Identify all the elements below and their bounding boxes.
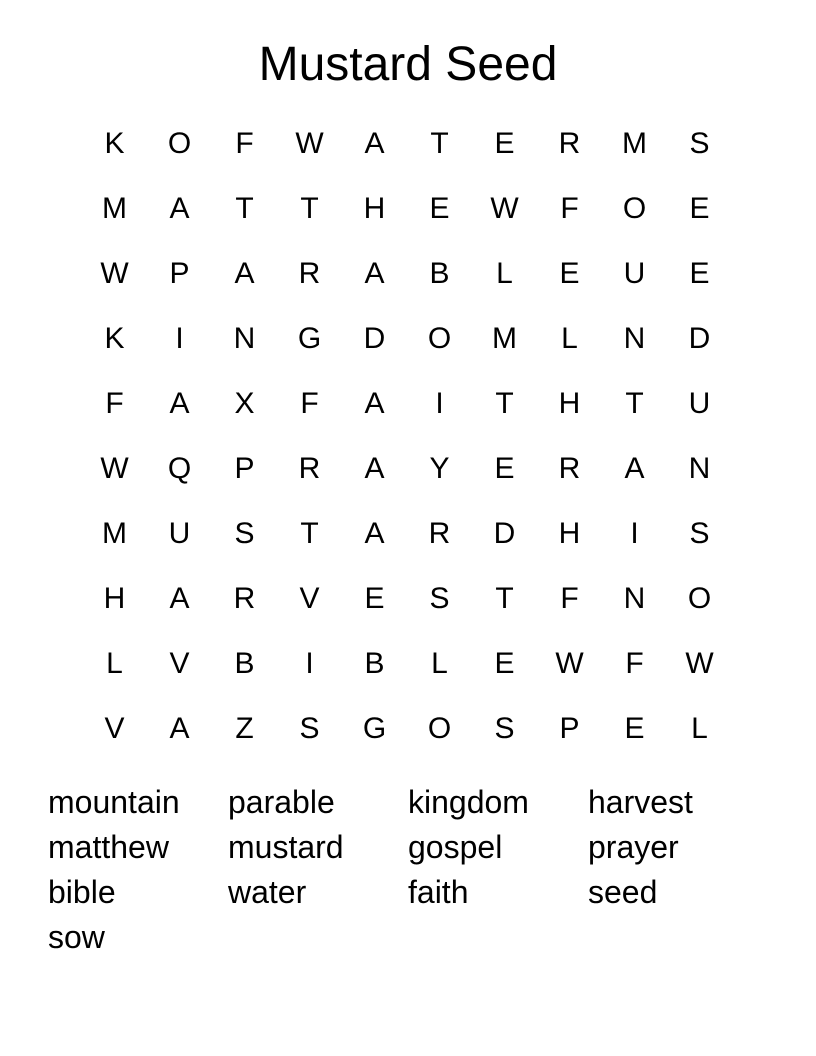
grid-cell[interactable]: O (427, 321, 452, 355)
grid-cell[interactable]: P (234, 451, 255, 485)
grid-cell[interactable]: H (558, 516, 581, 550)
grid-cell[interactable]: I (630, 516, 639, 550)
grid-cell[interactable]: L (691, 711, 708, 745)
grid-cell[interactable]: N (688, 451, 711, 485)
grid-cell[interactable]: A (364, 451, 385, 485)
grid-cell[interactable]: M (622, 126, 647, 160)
grid-cell[interactable]: U (688, 386, 711, 420)
word-list-item: kingdom (408, 784, 529, 820)
grid-cell[interactable]: R (298, 451, 321, 485)
grid-cell[interactable]: S (689, 516, 710, 550)
grid-cell[interactable]: A (364, 386, 385, 420)
grid-cell[interactable]: Q (167, 451, 192, 485)
grid-cell[interactable]: D (363, 321, 386, 355)
grid-cell[interactable]: W (555, 646, 584, 680)
grid-cell[interactable]: W (685, 646, 714, 680)
grid-cell[interactable]: W (295, 126, 324, 160)
grid-cell[interactable]: Z (235, 711, 254, 745)
grid-cell[interactable]: E (559, 256, 580, 290)
grid-cell[interactable]: M (102, 516, 127, 550)
grid-cell[interactable]: B (364, 646, 385, 680)
grid-cell[interactable]: O (687, 581, 712, 615)
grid-cell[interactable]: S (429, 581, 450, 615)
word-list-item: water (228, 874, 307, 910)
grid-cell[interactable]: T (430, 126, 449, 160)
grid-cell[interactable]: D (493, 516, 516, 550)
grid-cell[interactable]: S (494, 711, 515, 745)
grid-cell[interactable]: B (234, 646, 255, 680)
letter-grid (82, 111, 732, 761)
grid-cell[interactable]: U (623, 256, 646, 290)
grid-cell[interactable]: E (494, 451, 515, 485)
grid-cell[interactable]: A (364, 256, 385, 290)
grid-cell[interactable]: L (431, 646, 448, 680)
grid-cell[interactable]: R (298, 256, 321, 290)
grid-cell[interactable]: E (494, 646, 515, 680)
grid-cell[interactable]: X (234, 386, 255, 420)
grid-cell[interactable]: P (169, 256, 190, 290)
grid-cell[interactable]: L (106, 646, 123, 680)
grid-cell[interactable]: V (104, 711, 125, 745)
word-list-item: matthew (48, 829, 169, 865)
grid-cell[interactable]: A (169, 386, 190, 420)
grid-cell[interactable]: U (168, 516, 191, 550)
grid-cell[interactable]: H (558, 386, 581, 420)
puzzle-title: Mustard Seed (258, 38, 558, 91)
word-list-item: bible (48, 874, 116, 910)
grid-cell[interactable]: H (363, 191, 386, 225)
grid-cell[interactable]: Y (429, 451, 450, 485)
word-list-item: seed (588, 874, 658, 910)
word-list-item: harvest (588, 784, 693, 820)
grid-cell[interactable]: M (492, 321, 517, 355)
grid-cell[interactable]: E (689, 191, 710, 225)
grid-cell[interactable]: N (623, 321, 646, 355)
grid-cell[interactable]: F (300, 386, 319, 420)
grid-cell[interactable]: D (688, 321, 711, 355)
grid-cell[interactable]: K (104, 321, 125, 355)
grid-cell[interactable]: S (299, 711, 320, 745)
word-list (48, 780, 768, 960)
grid-cell[interactable]: E (494, 126, 515, 160)
grid-cell[interactable]: R (233, 581, 256, 615)
grid-cell[interactable]: I (175, 321, 184, 355)
grid-cell[interactable]: R (428, 516, 451, 550)
grid-cell[interactable]: A (169, 191, 190, 225)
word-list-item: mountain (48, 784, 180, 820)
grid-cell[interactable]: F (235, 126, 254, 160)
grid-cell[interactable]: F (560, 191, 579, 225)
grid-cell[interactable]: E (689, 256, 710, 290)
word-list-item: gospel (408, 829, 503, 865)
grid-cell[interactable]: M (102, 191, 127, 225)
word-list-item: sow (48, 919, 105, 955)
grid-cell[interactable]: G (297, 321, 322, 355)
grid-cell[interactable]: T (300, 191, 319, 225)
grid-cell[interactable]: T (625, 386, 644, 420)
grid-cell[interactable]: R (558, 451, 581, 485)
grid-cell[interactable]: V (299, 581, 320, 615)
grid-cell[interactable]: O (622, 191, 647, 225)
grid-cell[interactable]: S (234, 516, 255, 550)
grid-cell[interactable]: O (167, 126, 192, 160)
grid-cell[interactable]: E (364, 581, 385, 615)
word-list-item: parable (228, 784, 335, 820)
grid-cell[interactable]: T (495, 386, 514, 420)
grid-cell[interactable]: F (105, 386, 124, 420)
grid-cell[interactable]: V (169, 646, 190, 680)
grid-cell[interactable]: T (300, 516, 319, 550)
grid-cell[interactable]: A (364, 126, 385, 160)
grid-cell[interactable]: A (234, 256, 255, 290)
grid-cell[interactable]: A (364, 516, 385, 550)
grid-cell[interactable]: W (490, 191, 519, 225)
grid-cell[interactable]: A (169, 711, 190, 745)
grid-cell[interactable]: S (689, 126, 710, 160)
grid-cell[interactable]: W (100, 451, 129, 485)
grid-cell[interactable]: T (495, 581, 514, 615)
grid-cell[interactable]: W (100, 256, 129, 290)
grid-cell[interactable]: N (623, 581, 646, 615)
grid-cell[interactable]: A (624, 451, 645, 485)
grid-cell[interactable]: G (362, 711, 387, 745)
grid-cell[interactable]: F (625, 646, 644, 680)
grid-cell[interactable]: K (104, 126, 125, 160)
grid-cell[interactable]: A (169, 581, 190, 615)
grid-cell[interactable]: B (429, 256, 450, 290)
word-list-item: prayer (588, 829, 679, 865)
grid-cell[interactable]: E (429, 191, 450, 225)
word-list-item: faith (408, 874, 469, 910)
grid-cell[interactable]: F (560, 581, 579, 615)
grid-cell[interactable]: L (496, 256, 513, 290)
grid-cell[interactable]: L (561, 321, 578, 355)
grid-cell[interactable]: P (559, 711, 580, 745)
grid-cell[interactable]: I (305, 646, 314, 680)
grid-cell[interactable]: R (558, 126, 581, 160)
word-list-item: mustard (228, 829, 344, 865)
grid-cell[interactable]: H (103, 581, 126, 615)
grid-cell[interactable]: N (233, 321, 256, 355)
grid-cell[interactable]: T (235, 191, 254, 225)
grid-cell[interactable]: I (435, 386, 444, 420)
grid-cell[interactable]: O (427, 711, 452, 745)
grid-cell[interactable]: E (624, 711, 645, 745)
